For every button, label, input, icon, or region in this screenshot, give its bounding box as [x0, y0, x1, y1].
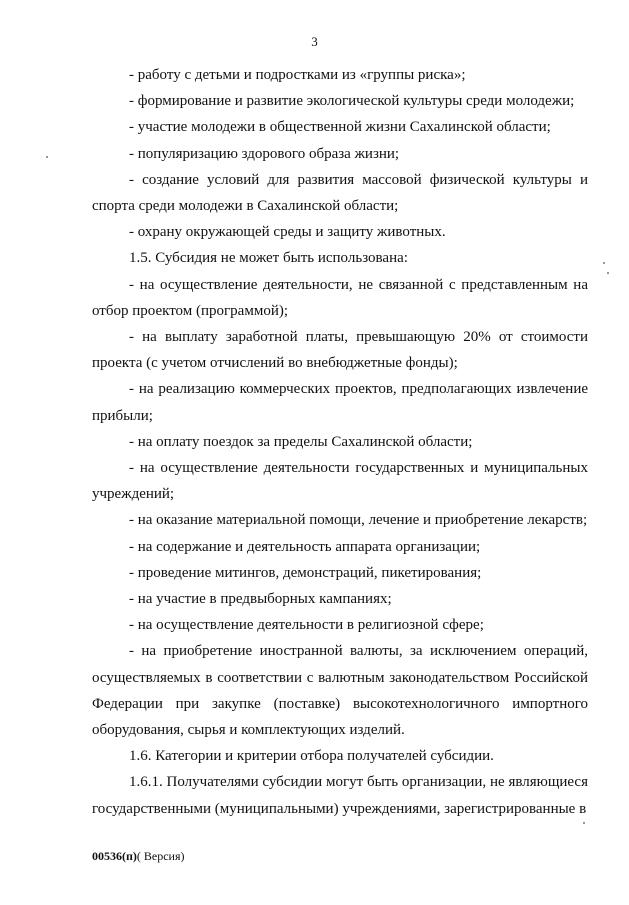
paragraph-travel: - на оплату поездок за пределы Сахалинской области;	[129, 433, 473, 450]
paragraph-rallies: - проведение митингов, демонстраций, пикетирования;	[129, 564, 482, 581]
paragraph-healthy-lifestyle: - популяризацию здорового образа жизни;	[129, 145, 400, 162]
section-1-5-heading: 1.5. Субсидия не может быть использована:	[129, 250, 408, 267]
paragraph-risk-group: - работу с детьми и подростками из «группы риска»;	[129, 67, 466, 83]
paragraph-commercial: - на реализацию коммерческих проектов, предполагающих извлечение прибыли;	[92, 381, 588, 424]
document-footer	[92, 849, 185, 864]
section-1-6-heading: 1.6. Категории и критерии отбора получателей субсидии.	[129, 748, 494, 765]
paragraph-apparatus: - на содержание и деятельность аппарата организации;	[129, 538, 481, 555]
scan-speck	[583, 822, 585, 824]
scan-speck	[603, 262, 605, 264]
paragraph-elections: - на участие в предвыборных кампаниях;	[129, 591, 392, 608]
paragraph-currency: - на приобретение иностранной валюты, за исключением операций, осуществляемых в соответствии с валютным законодательством Российской Федерации при закупке (поставке) высокотехнологичного импортного оборудования, сырья и комплектующих изделий.	[92, 643, 588, 739]
document-code: 00536(п)	[92, 849, 137, 863]
paragraph-ecology: - формирование и развитие экологической культуры среди молодежи;	[129, 93, 575, 110]
paragraph-institutions: - на осуществление деятельности государственных и муниципальных учреждений;	[92, 460, 588, 503]
paragraph-sport: - создание условий для развития массовой физической культуры и спорта среди молодежи в Сахалинской области;	[92, 171, 588, 215]
scan-speck	[607, 272, 609, 274]
paragraph-public-life: - участие молодежи в общественной жизни Сахалинской области;	[129, 119, 551, 136]
scan-speck	[46, 156, 48, 158]
paragraph-material-aid: - на оказание материальной помощи, лечение и приобретение лекарств;	[129, 512, 588, 529]
paragraph-environment: - охрану окружающей среды и защиту животных.	[129, 224, 446, 241]
paragraph-salary: - на выплату заработной платы, превышающую 20% от стоимости проекта (с учетом отчислений во внебюджетные фонды);	[92, 329, 588, 372]
paragraph-unrelated-activity: - на осуществление деятельности, не связанной с представленным на отбор проектом (программой);	[92, 276, 588, 319]
document-version: ( Версия)	[136, 849, 185, 863]
document-body	[92, 62, 588, 822]
section-1-6-1-paragraph: 1.6.1. Получателями субсидии могут быть организации, не являющиеся государственными (муниципальными) учреждениями, зарегистрированные в	[92, 774, 588, 817]
paragraph-religion: - на осуществление деятельности в религиозной сфере;	[129, 617, 484, 634]
page-number: 3	[311, 34, 318, 49]
